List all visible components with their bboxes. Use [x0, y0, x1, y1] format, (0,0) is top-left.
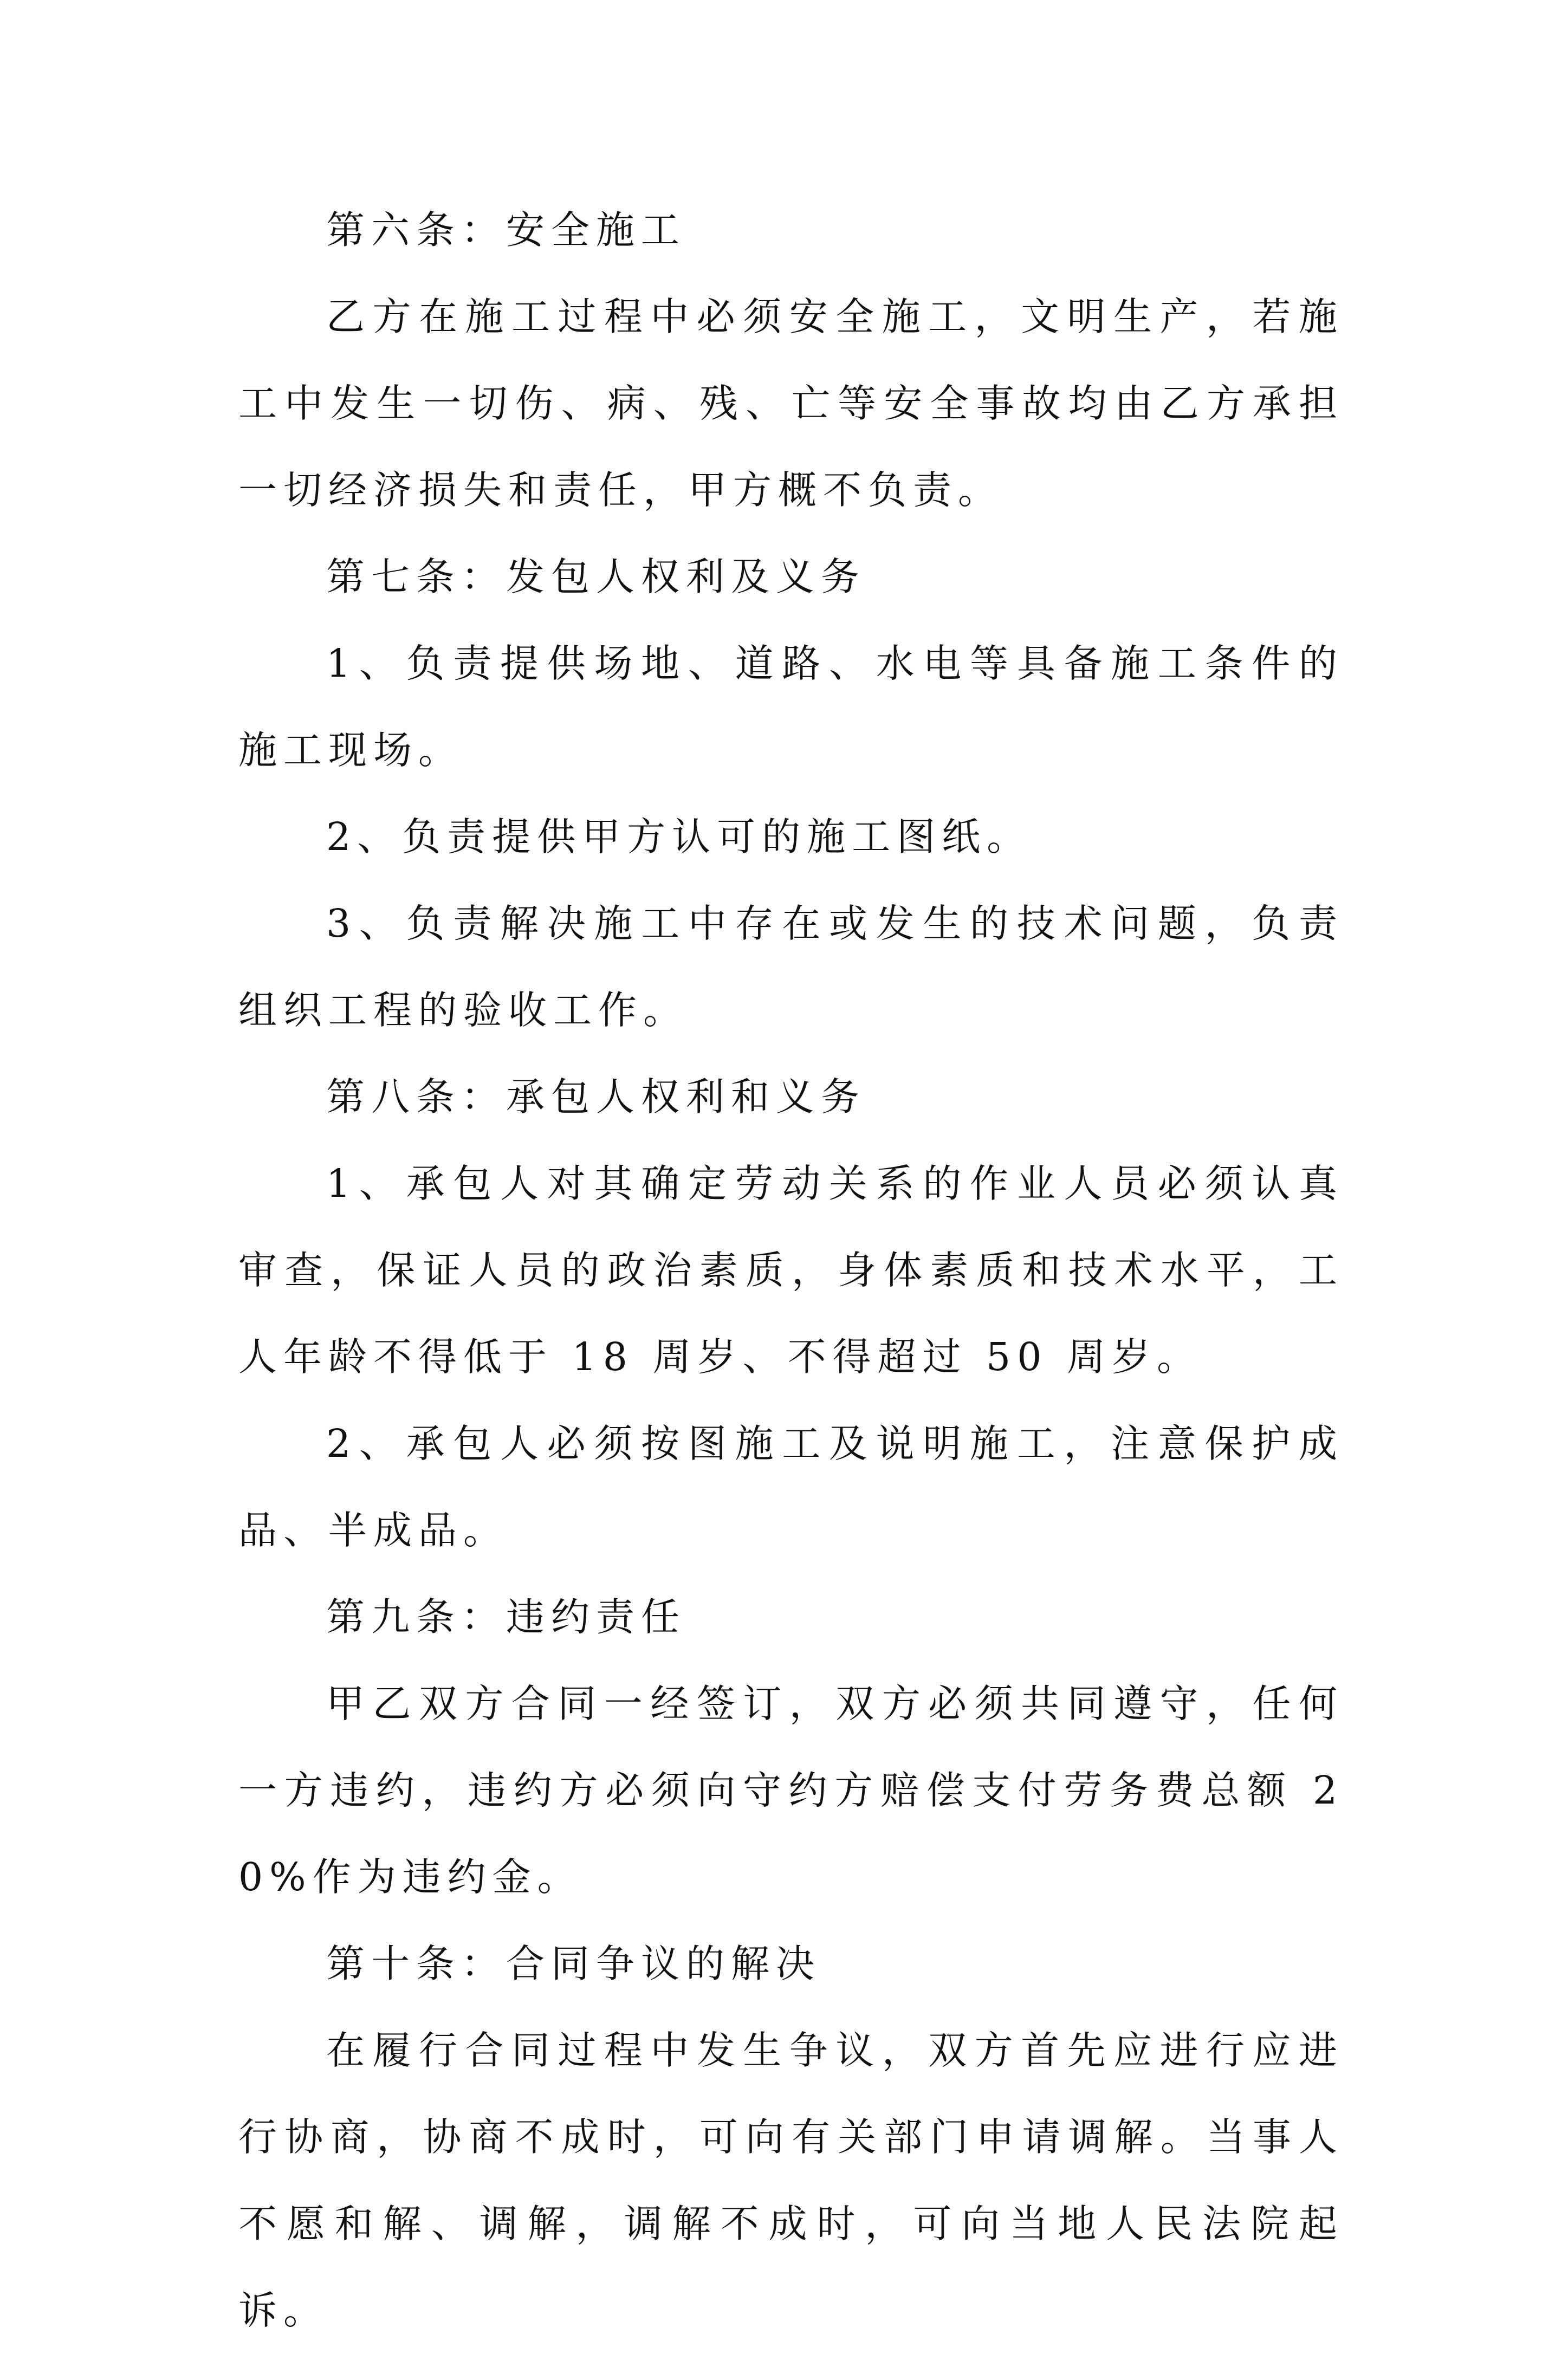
paragraph-employer-duty-1: 1、负责提供场地、道路、水电等具备施工条件的施工现场。 — [238, 641, 1344, 773]
paragraph-contractor-duty-2: 2、承包人必须按图施工及说明施工，注意保护成品、半成品。 — [238, 1421, 1344, 1553]
paragraph-dispute-resolution: 在履行合同过程中发生争议，双方首先应进行应进行协商，协商不成时，可向有关部门申请调解。当事人不愿和解、调解，调解不成时，可向当地人民法院起诉。 — [238, 2028, 1344, 2333]
paragraph-contractor-duty-1: 1、承包人对其确定劳动关系的作业人员必须认真审查，保证人员的政治素质，身体素质和技术水平，工人年龄不得低于 18 周岁、不得超过 50 周岁。 — [238, 1161, 1344, 1379]
section-heading-10: 第十条：合同争议的解决 — [326, 1941, 821, 1986]
section-heading-9: 第九条：违约责任 — [326, 1594, 686, 1639]
document-body — [238, 187, 1344, 2354]
section-heading-6: 第六条：安全施工 — [326, 207, 686, 252]
paragraph-breach-liability: 甲乙双方合同一经签订，双方必须共同遵守，任何一方违约，违约方必须向守约方赔偿支付劳务费总额 20%作为违约金。 — [238, 1681, 1344, 1899]
paragraph-safety: 乙方在施工过程中必须安全施工，文明生产，若施工中发生一切伤、病、残、亡等安全事故均由乙方承担一切经济损失和责任，甲方概不负责。 — [238, 294, 1344, 513]
paragraph-employer-duty-2: 2、负责提供甲方认可的施工图纸。 — [326, 814, 1032, 859]
section-heading-8: 第八条：承包人权利和义务 — [326, 1074, 866, 1119]
section-heading-7: 第七条：发包人权利及义务 — [326, 554, 866, 599]
paragraph-employer-duty-3: 3、负责解决施工中存在或发生的技术问题，负责组织工程的验收工作。 — [238, 901, 1344, 1033]
